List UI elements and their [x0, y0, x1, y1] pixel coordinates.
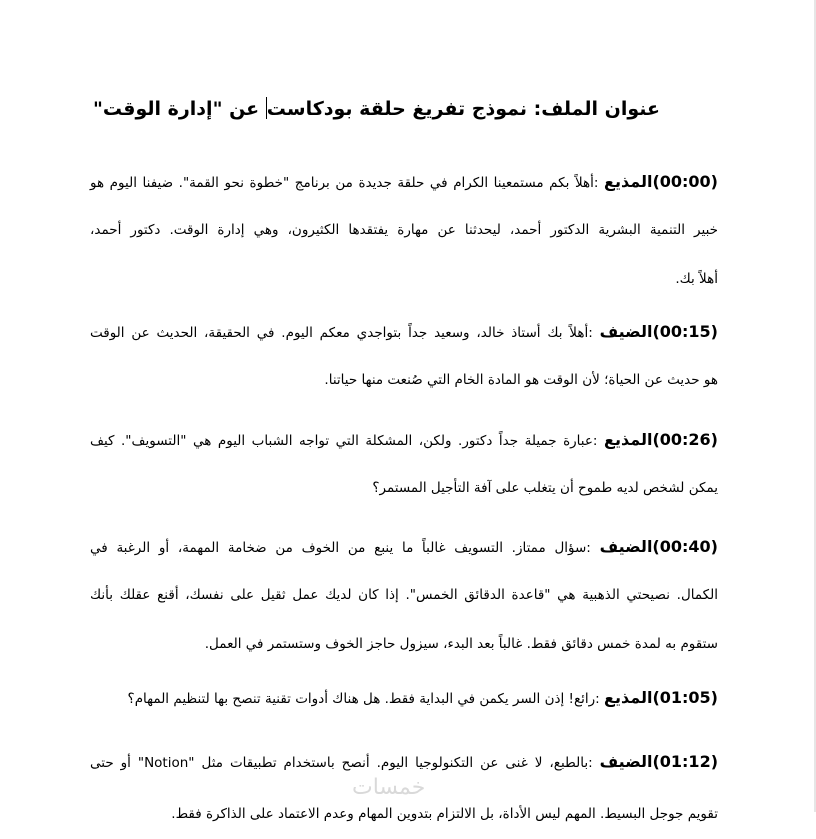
- entry-line: خبير التنمية البشرية الدكتور أحمد، ليحدثنا عن مهارة يفتقدها الكثيرون، وهي إدارة الوقت. دكتور أحمد،: [90, 222, 718, 238]
- speaker-name: المذيع: [604, 430, 653, 449]
- transcript-entry: [90, 673, 718, 722]
- watermark: خمسات: [352, 775, 426, 800]
- entry-line: [90, 157, 718, 206]
- entry-text: :رائع! إذن السر يكمن في البداية فقط. هل هناك أدوات تقنية تنصح بها لتنظيم المهام؟: [127, 691, 600, 707]
- entry-line: [90, 415, 718, 464]
- entry-line: [90, 673, 718, 722]
- transcript-entry: [90, 522, 718, 669]
- timestamp: (01:12): [652, 752, 719, 771]
- partially-visible-line: تقويم جوجل البسيط. المهم ليس الأداة، بل الالتزام بتدوين المهام وعدم الاعتماد على الذاكرة فقط.: [171, 806, 718, 822]
- transcript-entry: [90, 307, 718, 405]
- speaker-name: الضيف: [599, 752, 653, 771]
- entry-text: :بالطبع، لا غنى عن التكنولوجيا اليوم. أنصح باستخدام تطبيقات مثل "Notion" أو حتى: [90, 755, 593, 771]
- speaker-name: الضيف: [599, 537, 653, 556]
- speaker-name: المذيع: [604, 688, 653, 707]
- entry-line: [90, 522, 718, 571]
- title-end: عن "إدارة الوقت": [93, 98, 266, 120]
- entry-line: يمكن لشخص لديه طموح أن يتغلب على آفة التأجيل المستمر؟: [372, 480, 718, 496]
- document-title: [90, 95, 660, 123]
- timestamp: (01:05): [652, 688, 718, 707]
- entry-text: :أهلاً بك أستاذ خالد، وسعيد جداً بتواجدي معكم اليوم. في الحقيقة، الحديث عن الوقت: [90, 325, 593, 341]
- entry-line: أهلاً بك.: [675, 271, 718, 287]
- transcript-entry: [90, 157, 718, 304]
- entry-text: :سؤال ممتاز. التسويف غالباً ما ينبع من الخوف من ضخامة المهمة، أو الرغبة في: [90, 540, 591, 556]
- timestamp: (00:40): [652, 537, 718, 556]
- title-text: عنوان الملف: نموذج تفريغ حلقة بودكاست: [266, 98, 660, 120]
- entry-line: ستقوم به لمدة خمس دقائق فقط. غالباً بعد البدء، سيزول حاجز الخوف وستستمر في العمل.: [204, 636, 718, 652]
- entry-line: هو حديث عن الحياة؛ لأن الوقت هو المادة الخام التي صُنعت منها حياتنا.: [324, 372, 718, 388]
- entry-text: :عبارة جميلة جداً دكتور. ولكن، المشكلة التي تواجه الشباب اليوم هي "التسويف". كيف: [90, 433, 598, 449]
- timestamp: (00:00): [652, 172, 718, 191]
- timestamp: (00:15): [652, 322, 718, 341]
- speaker-name: الضيف: [599, 322, 653, 341]
- entry-line: الكمال. نصيحتي الذهبية هي "قاعدة الدقائق الخمس". إذا كان لديك عمل ثقيل على نفسك، أقنع عقلك بأنك: [90, 587, 718, 603]
- speaker-name: المذيع: [604, 172, 653, 191]
- entry-text: :أهلاً بكم مستمعينا الكرام في حلقة جديدة من برنامج "خطوة نحو القمة". ضيفنا اليوم هو: [90, 175, 599, 191]
- transcript-entry: [90, 415, 718, 513]
- entry-line: [90, 307, 718, 356]
- timestamp: (00:26): [652, 430, 718, 449]
